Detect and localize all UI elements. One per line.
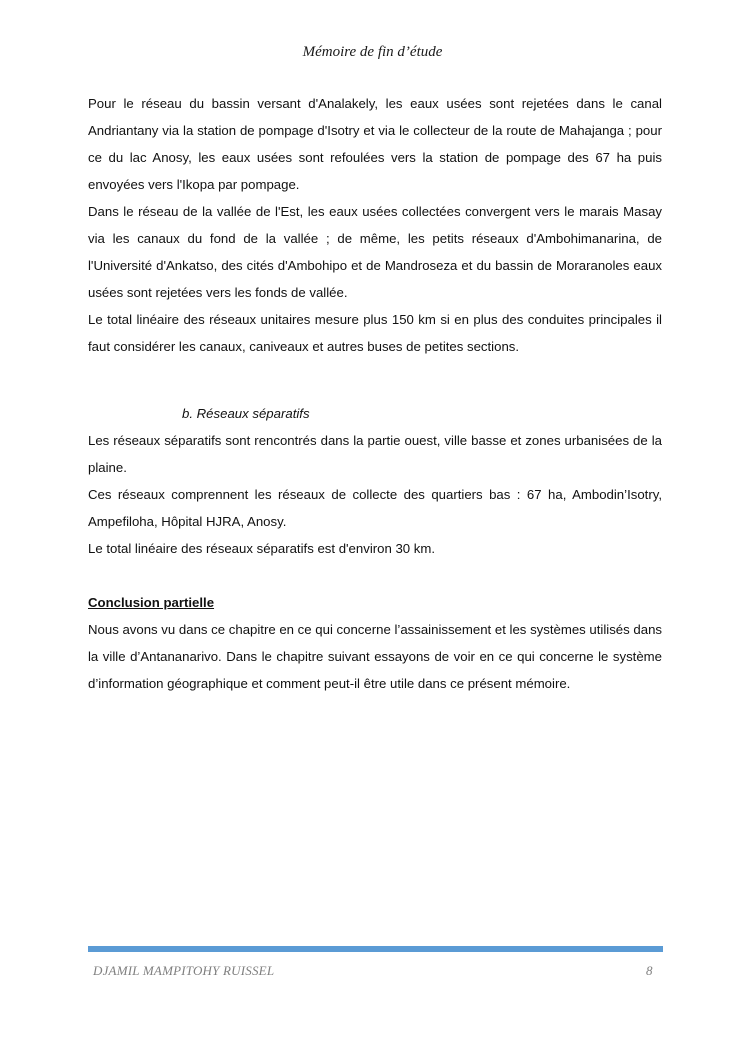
footer-divider-bar	[88, 946, 663, 952]
heading-conclusion-partielle: Conclusion partielle	[88, 595, 215, 610]
section-spacer	[88, 562, 662, 589]
paragraph-total-unitaires: Le total linéaire des réseaux unitaires mesure plus 150 km si en plus des conduites principales il faut considérer les canaux, caniveaux et autres buses de petites sections.	[88, 312, 662, 354]
document-body	[88, 90, 662, 697]
section-spacer	[88, 360, 662, 400]
paragraph-separatifs-location: Les réseaux séparatifs sont rencontrés dans la partie ouest, ville basse et zones urbanisées de la plaine.	[88, 433, 662, 475]
page-header-title: Mémoire de fin d’étude	[302, 44, 443, 60]
paragraph-conclusion: Nous avons vu dans ce chapitre en ce qui concerne l’assainissement et les systèmes utilisés dans la ville d’Antananarivo. Dans le chapitre suivant essayons de voir en ce qui concerne le système d’information géographique et comment peut-il être utile dans ce présent mémoire.	[88, 622, 662, 691]
footer-page-number: 8	[646, 963, 653, 978]
paragraph-separatifs-total: Le total linéaire des réseaux séparatifs est d'environ 30 km.	[88, 541, 436, 556]
subheading-reseaux-separatifs: b. Réseaux séparatifs	[182, 406, 310, 421]
footer-author: DJAMIL MAMPITOHY RUISSEL	[93, 963, 275, 978]
paragraph-vallee-est: Dans le réseau de la vallée de l'Est, les eaux usées collectées convergent vers le marais Masay via les canaux du fond de la vallée ; de même, les petits réseaux d'Ambohimanarina, de l'Université d'Ankatso, des cités d'Ambohipo et de Mandroseza et du bassin de Moraranoles eaux usées sont rejetées vers les fonds de vallée.	[88, 204, 662, 300]
paragraph-separatifs-quartiers: Ces réseaux comprennent les réseaux de collecte des quartiers bas : 67 ha, Ambodin’Isotry, Ampefiloha, Hôpital HJRA, Anosy.	[88, 487, 662, 529]
paragraph-analakely: Pour le réseau du bassin versant d'Analakely, les eaux usées sont rejetées dans le canal Andriantany via la station de pompage d'Isotry et via le collecteur de la route de Mahajanga ; pour ce du lac Anosy, les eaux usées sont refoulées vers la station de pompage des 67 ha puis envoyées vers l'Ikopa par pompage.	[88, 96, 662, 192]
